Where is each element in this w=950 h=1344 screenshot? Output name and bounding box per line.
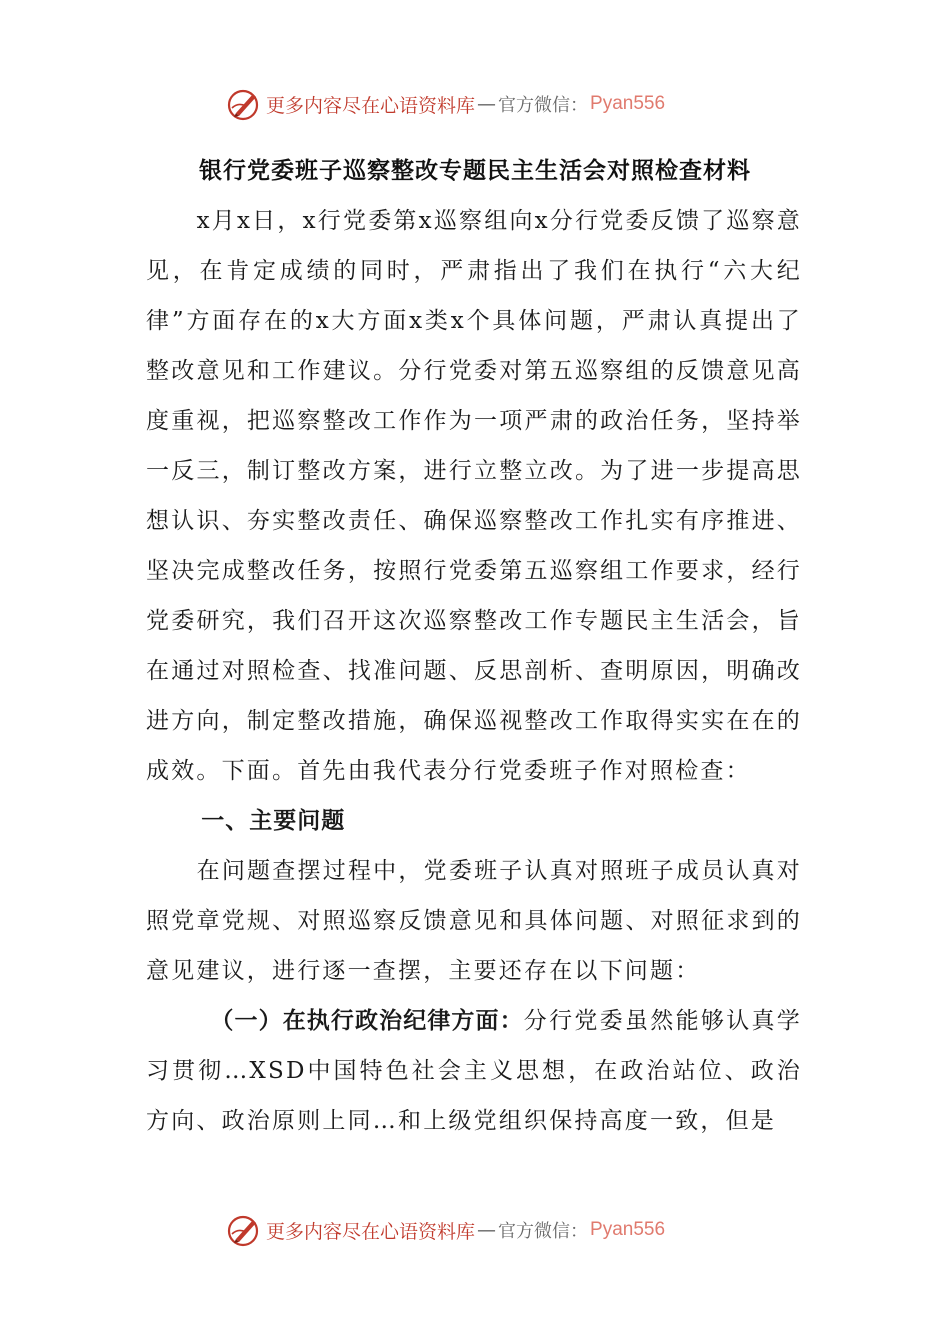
watermark-text: 更多内容尽在心语资料库 bbox=[266, 1220, 476, 1243]
section-intro-paragraph: 在问题查摆过程中，党委班子认真对照班子成员认真对照党章党规、对照巡察反馈意见和具体问题、对照征求到的意见建议，进行逐一查摆，主要还存在以下问题： bbox=[146, 858, 802, 984]
intro-paragraph: x月x日，x行党委第x巡察组向x分行党委反馈了巡察意见，在肯定成绩的同时，严肃指出了我们在执行“六大纪律”方面存在的x大方面x类x个具体问题，严肃认真提出了整改意见和工作建议。分行党委对第五巡察组的反馈意见高度重视，把巡察整改工作作为一项严肃的政治任务，坚持举一反三，制订整改方案，进行立整立改。为了进一步提高思想认识、夯实整改责任、确保巡察整改工作扎实有序推进、坚决完成整改任务，按照行党委第五巡察组工作要求，经行党委研究，我们召开这次巡察整改工作专题民主生活会，旨在通过对照检查、找准问题、反思剖析、查明原因，明确改进方向，制定整改措施，确保巡视整改工作取得实实在在的成效。下面。首先由我代表分行党委班子作对照检查： bbox=[146, 208, 802, 784]
watermark-text: 更多内容尽在心语资料库 bbox=[266, 94, 476, 117]
watermark-banner-top bbox=[226, 84, 665, 124]
watermark-label: 官方微信： bbox=[498, 1221, 589, 1242]
watermark-dash: — bbox=[477, 1219, 497, 1241]
document-title: 银行党委班子巡察整改专题民主生活会对照检查材料 bbox=[199, 158, 751, 184]
subsection-paragraph bbox=[146, 996, 802, 1146]
section-heading: 一、主要问题 bbox=[201, 808, 346, 834]
subsection-text: 分行党委虽然能够认真学习贯彻…XSD中国特色社会主义思想，在政治站位、政治方向、政治原则上同…和上级党组织保持高度一致，但是 bbox=[146, 1008, 803, 1134]
watermark-label: 官方微信： bbox=[498, 95, 589, 116]
watermark-id: Pyan556 bbox=[590, 93, 666, 114]
pen-logo-icon bbox=[226, 86, 262, 122]
watermark-banner-bottom bbox=[226, 1210, 665, 1250]
pen-logo-icon bbox=[226, 1212, 262, 1248]
document-body bbox=[146, 196, 802, 1146]
watermark-id: Pyan556 bbox=[590, 1219, 666, 1240]
subsection-heading: （一）在执行政治纪律方面： bbox=[210, 1008, 524, 1034]
watermark-dash: — bbox=[477, 93, 497, 115]
